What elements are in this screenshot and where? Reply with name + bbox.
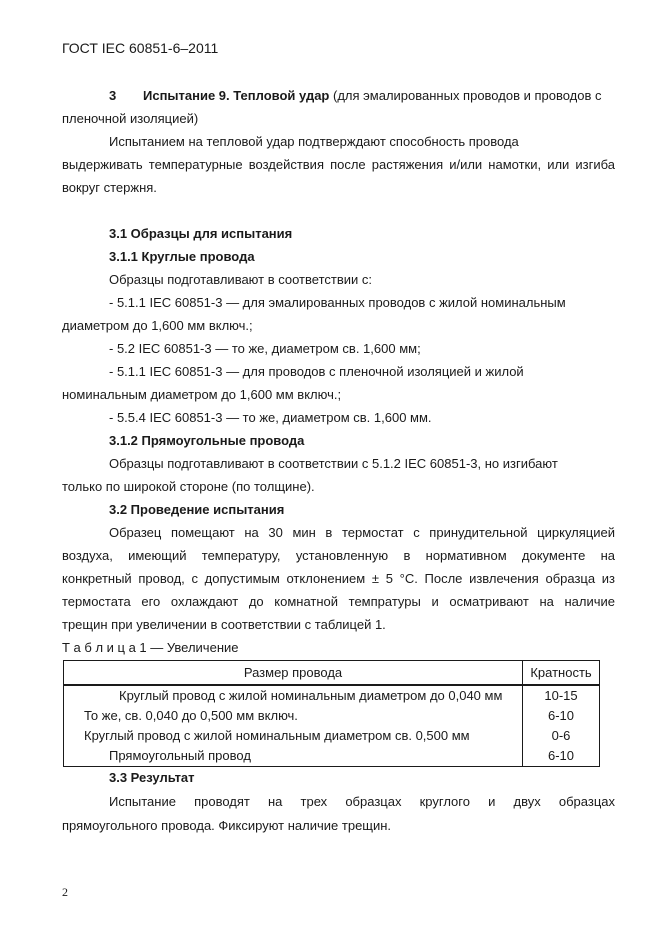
list-item-1-line-1: - 5.1.1 IEC 60851-3 — для эмалированных проводов с жилой номинальным: [109, 295, 566, 310]
table-row: [64, 726, 600, 746]
section-3-1-2-text-line-1: Образцы подготавливают в соответствии с 5.1.2 IEC 60851-3, но изгибают: [109, 456, 558, 471]
list-item-1-line-2: диаметром до 1,600 мм включ.;: [62, 318, 253, 333]
section-3-2-line-2: воздуха, имеющий температуру, установленную в нормативном документе на: [62, 548, 615, 563]
section-3-2-line-4: термостата его охлаждают до комнатной темпратуры и осматривают на наличие: [62, 594, 615, 609]
table-header-row: [64, 661, 600, 686]
table-row: [64, 706, 600, 726]
section-3-1-title: 3.1 Образцы для испытания: [109, 226, 293, 241]
page-number: 2: [62, 885, 68, 899]
section-3-3-line-1: Испытание проводят на трех образцах круглого и двух образцах: [109, 794, 615, 809]
list-item-4: - 5.5.4 IEC 60851-3 — то же, диаметром св. 1,600 мм.: [109, 410, 432, 425]
section-3-1-1-prep: Образцы подготавливают в соответствии с:: [109, 272, 372, 287]
table-cell-size: Круглый провод с жилой номинальным диаметром св. 0,500 мм: [64, 726, 523, 746]
table-cell-size: Прямоугольный провод: [64, 746, 523, 767]
section-3-1-1-title: 3.1.1 Круглые провода: [109, 249, 255, 264]
table-caption: Т а б л и ц а 1 — Увеличение: [62, 640, 239, 655]
table-cell-ratio: 6-10: [523, 746, 600, 767]
section-3-2-last-line: трещин при увеличении в соответствии с таблицей 1.: [62, 617, 386, 632]
section-3-intro-line-1: Испытанием на тепловой удар подтверждают способность провода: [109, 134, 519, 149]
table-row: [64, 685, 600, 706]
section-3-heading: [143, 88, 602, 104]
section-3-intro-line-2: выдерживать температурные воздействия после растяжения и/или намотки, или изгиба: [62, 157, 615, 172]
document-header: ГОСТ IEC 60851-6–2011: [62, 40, 219, 56]
section-3-2-line-3: конкретный провод, с допустимым отклонением ± 5 °С. После извлечения образца из: [62, 571, 615, 586]
list-item-2: - 5.2 IEC 60851-3 — то же, диаметром св. 1,600 мм;: [109, 341, 421, 356]
magnification-table: [63, 660, 600, 767]
table-cell-ratio: 10-15: [523, 685, 600, 706]
section-3-1-2-text-line-2: только по широкой стороне (по толщине).: [62, 479, 315, 494]
section-3-title: Испытание 9. Тепловой удар: [143, 88, 330, 103]
section-3-2-line-1: Образец помещают на 30 мин в термостат с принудительной циркуляцией: [109, 525, 615, 540]
list-item-3-line-1: - 5.1.1 IEC 60851-3 — для проводов с пленочной изоляцией и жилой: [109, 364, 524, 379]
table-header-size: Размер провода: [64, 661, 523, 686]
table-cell-ratio: 0-6: [523, 726, 600, 746]
table-header-ratio: Кратность: [523, 661, 600, 686]
table-cell-ratio: 6-10: [523, 706, 600, 726]
section-3-title-note: (для эмалированных проводов и проводов с: [329, 88, 602, 103]
table-cell-size: То же, св. 0,040 до 0,500 мм включ.: [64, 706, 523, 726]
section-3-3-title: 3.3 Результат: [109, 770, 195, 785]
list-item-3-line-2: номинальным диаметром до 1,600 мм включ.;: [62, 387, 342, 402]
section-3-title-note-cont: пленочной изоляцией): [62, 111, 199, 126]
section-3-intro-line-3: вокруг стержня.: [62, 180, 157, 195]
section-3-1-2-title: 3.1.2 Прямоугольные провода: [109, 433, 305, 448]
section-3-2-title: 3.2 Проведение испытания: [109, 502, 285, 517]
table-row: [64, 746, 600, 767]
table-cell-size: Круглый провод с жилой номинальным диаметром до 0,040 мм: [64, 685, 523, 706]
section-3-3-line-2: прямоугольного провода. Фиксируют наличие трещин.: [62, 818, 392, 833]
section-3-number: 3: [109, 88, 117, 103]
